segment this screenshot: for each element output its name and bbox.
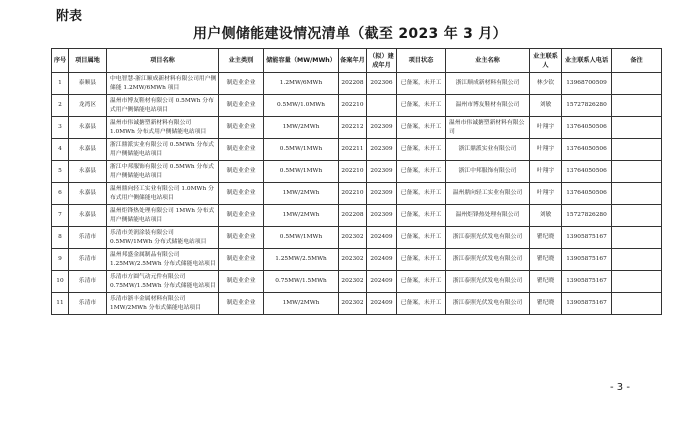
cell-status: 已备案，未开工 (397, 227, 446, 249)
cell-note (612, 293, 662, 315)
cell-note (612, 271, 662, 293)
cell-contact: 叶翔宇 (530, 161, 562, 183)
cell-built-date: 202309 (367, 205, 397, 227)
cell-region: 乐清市 (69, 227, 107, 249)
cell-phone: 13764050506 (562, 183, 612, 205)
cell-built-date: 202409 (367, 271, 397, 293)
cell-project-name: 温州炬锋热处理有限公司 1MWh 分布式用户侧储能电站项目 (107, 205, 219, 227)
table-row (52, 183, 662, 205)
header-note: 备注 (612, 49, 662, 73)
cell-built-date: 202306 (367, 73, 397, 95)
cell-region: 乐清市 (69, 249, 107, 271)
cell-status: 已备案，未开工 (397, 161, 446, 183)
cell-filed-date: 202302 (339, 249, 367, 271)
table-row (52, 95, 662, 117)
cell-owner-name: 温州市伟诚搪塑新材料有限公司 (446, 117, 530, 139)
cell-region: 龙湾区 (69, 95, 107, 117)
cell-filed-date: 202211 (339, 139, 367, 161)
cell-note (612, 183, 662, 205)
cell-status: 已备案，未开工 (397, 95, 446, 117)
cell-contact: 刘敏 (530, 205, 562, 227)
header-owner-name: 业主名称 (446, 49, 530, 73)
cell-owner-type: 制造业企业 (219, 73, 264, 95)
table-row (52, 161, 662, 183)
attachment-label: 附表 (56, 9, 83, 24)
cell-phone: 13905875167 (562, 249, 612, 271)
cell-owner-type: 制造业企业 (219, 271, 264, 293)
cell-built-date: 202409 (367, 227, 397, 249)
cell-owner-type: 制造业企业 (219, 161, 264, 183)
cell-project-name: 乐清市方圆气动元件有限公司 0.75MW/1.5MWh 分布式储能电站项目 (107, 271, 219, 293)
cell-owner-type: 制造业企业 (219, 95, 264, 117)
cell-owner-type: 制造业企业 (219, 183, 264, 205)
cell-no: 11 (52, 293, 69, 315)
cell-capacity: 0.5MW/1MWh (264, 161, 339, 183)
cell-no: 1 (52, 73, 69, 95)
cell-filed-date: 202302 (339, 293, 367, 315)
cell-built-date: 202309 (367, 117, 397, 139)
cell-filed-date: 202210 (339, 161, 367, 183)
cell-filed-date: 202208 (339, 205, 367, 227)
cell-region: 永嘉县 (69, 117, 107, 139)
cell-project-name: 温州鼎向轻工实业有限公司 1.0MWh 分布式用户侧储能电站项目 (107, 183, 219, 205)
cell-project-name: 中电智慧-浙江顺成新材料有限公司用户侧储能 1.2MW/6MWh 项目 (107, 73, 219, 95)
cell-status: 已备案，未开工 (397, 117, 446, 139)
cell-capacity: 0.75MW/1.5MWh (264, 271, 339, 293)
cell-project-name: 乐清市浙丰金属材料有限公司 1MW/2MWh 分布式储能电站项目 (107, 293, 219, 315)
cell-capacity: 1MW/2MWh (264, 205, 339, 227)
cell-region: 永嘉县 (69, 205, 107, 227)
cell-no: 5 (52, 161, 69, 183)
table-row (52, 139, 662, 161)
cell-note (612, 95, 662, 117)
cell-filed-date: 202210 (339, 183, 367, 205)
cell-capacity: 0.5MW/1MWh (264, 139, 339, 161)
cell-region: 永嘉县 (69, 183, 107, 205)
cell-owner-type: 制造业企业 (219, 249, 264, 271)
cell-filed-date: 202302 (339, 227, 367, 249)
cell-phone: 13905875167 (562, 271, 612, 293)
cell-built-date: 202409 (367, 293, 397, 315)
cell-project-name: 浙江鼎派实业有限公司 0.5MWh 分布式用户侧储能电站项目 (107, 139, 219, 161)
cell-capacity: 1MW/2MWh (264, 117, 339, 139)
cell-no: 10 (52, 271, 69, 293)
cell-phone: 13764050506 (562, 117, 612, 139)
cell-built-date: 202409 (367, 249, 397, 271)
cell-no: 9 (52, 249, 69, 271)
cell-region: 泰顺县 (69, 73, 107, 95)
cell-built-date: 202309 (367, 183, 397, 205)
document-title: 用户侧储能建设情况清单（截至 2023 年 3 月） (192, 26, 507, 42)
cell-owner-name: 浙江顺成新材料有限公司 (446, 73, 530, 95)
cell-filed-date: 202208 (339, 73, 367, 95)
cell-owner-type: 制造业企业 (219, 293, 264, 315)
cell-contact: 瞿纪晓 (530, 271, 562, 293)
cell-owner-type: 制造业企业 (219, 139, 264, 161)
cell-no: 2 (52, 95, 69, 117)
cell-owner-name: 浙江泰照光伏发电有限公司 (446, 271, 530, 293)
cell-capacity: 1MW/2MWh (264, 293, 339, 315)
cell-no: 3 (52, 117, 69, 139)
cell-no: 8 (52, 227, 69, 249)
cell-filed-date: 202210 (339, 95, 367, 117)
header-no: 序号 (52, 49, 69, 73)
cell-project-name: 浙江中邦服饰有限公司 0.5MWh 分布式用户侧储能电站项目 (107, 161, 219, 183)
cell-contact: 叶翔宇 (530, 117, 562, 139)
cell-built-date: 202309 (367, 139, 397, 161)
cell-capacity: 1.2MW/6MWh (264, 73, 339, 95)
cell-status: 已备案，未开工 (397, 249, 446, 271)
cell-owner-name: 浙江泰照光伏发电有限公司 (446, 249, 530, 271)
cell-note (612, 227, 662, 249)
header-filed-date: 备案年月 (339, 49, 367, 73)
header-contact: 业主联系人 (530, 49, 562, 73)
cell-project-name: 温州邦盛金属制品有限公司 1.25MW/2.5MWh 分布式储能电站项目 (107, 249, 219, 271)
cell-region: 永嘉县 (69, 139, 107, 161)
cell-capacity: 1.25MW/2.5MWh (264, 249, 339, 271)
storage-project-table (51, 48, 662, 315)
header-built-date: （拟）建成年月 (367, 49, 397, 73)
cell-contact: 刘敏 (530, 95, 562, 117)
cell-no: 7 (52, 205, 69, 227)
cell-note (612, 205, 662, 227)
cell-owner-name: 浙江泰照光伏发电有限公司 (446, 293, 530, 315)
header-status: 项目状态 (397, 49, 446, 73)
cell-owner-type: 制造业企业 (219, 227, 264, 249)
cell-status: 已备案，未开工 (397, 73, 446, 95)
cell-project-name: 温州市伟诚搪塑新材料有限公司 1.0MWh 分布式用户侧储能电站项目 (107, 117, 219, 139)
table-row (52, 249, 662, 271)
header-region: 项目属地 (69, 49, 107, 73)
cell-phone: 15727826280 (562, 205, 612, 227)
cell-owner-name: 浙江鼎派实业有限公司 (446, 139, 530, 161)
cell-built-date: 202309 (367, 161, 397, 183)
cell-capacity: 1MW/2MWh (264, 183, 339, 205)
cell-no: 6 (52, 183, 69, 205)
cell-project-name: 乐清市美润涂装有限公司 0.5MW/1MWh 分布式储能电站项目 (107, 227, 219, 249)
cell-owner-type: 制造业企业 (219, 117, 264, 139)
table-header-row (52, 49, 662, 73)
cell-capacity: 0.5MW/1MWh (264, 227, 339, 249)
cell-project-name: 温州市博友鞋材有限公司 0.5MWh 分布式用户侧储能电站项目 (107, 95, 219, 117)
cell-owner-name: 浙江中邦服饰有限公司 (446, 161, 530, 183)
cell-status: 已备案，未开工 (397, 183, 446, 205)
cell-phone: 15727826280 (562, 95, 612, 117)
cell-contact: 林少钦 (530, 73, 562, 95)
cell-built-date (367, 95, 397, 117)
cell-note (612, 139, 662, 161)
cell-status: 已备案，未开工 (397, 293, 446, 315)
cell-note (612, 73, 662, 95)
cell-owner-name: 温州市博友鞋材有限公司 (446, 95, 530, 117)
table-row (52, 205, 662, 227)
header-project-name: 项目名称 (107, 49, 219, 73)
cell-phone: 13764050506 (562, 161, 612, 183)
cell-capacity: 0.5MW/1.0MWh (264, 95, 339, 117)
cell-owner-type: 制造业企业 (219, 205, 264, 227)
cell-region: 乐清市 (69, 271, 107, 293)
header-phone: 业主联系人电话 (562, 49, 612, 73)
cell-filed-date: 202212 (339, 117, 367, 139)
table-row (52, 293, 662, 315)
cell-contact: 瞿纪晓 (530, 249, 562, 271)
cell-phone: 13905875167 (562, 293, 612, 315)
cell-contact: 叶翔宇 (530, 183, 562, 205)
cell-owner-name: 温州鼎向轻工实业有限公司 (446, 183, 530, 205)
cell-phone: 13764050506 (562, 139, 612, 161)
cell-no: 4 (52, 139, 69, 161)
table-row (52, 117, 662, 139)
cell-owner-name: 浙江泰照光伏发电有限公司 (446, 227, 530, 249)
cell-note (612, 161, 662, 183)
cell-note (612, 249, 662, 271)
cell-status: 已备案，未开工 (397, 271, 446, 293)
cell-owner-name: 温州炬锋热处理有限公司 (446, 205, 530, 227)
cell-filed-date: 202302 (339, 271, 367, 293)
header-owner-type: 业主类别 (219, 49, 264, 73)
table-row (52, 271, 662, 293)
header-capacity: 储能容量（MW/MWh） (264, 49, 339, 73)
cell-contact: 瞿纪晓 (530, 227, 562, 249)
table-row (52, 73, 662, 95)
cell-region: 永嘉县 (69, 161, 107, 183)
cell-note (612, 117, 662, 139)
cell-status: 已备案，未开工 (397, 139, 446, 161)
cell-contact: 瞿纪晓 (530, 293, 562, 315)
cell-phone: 13905875167 (562, 227, 612, 249)
cell-region: 乐清市 (69, 293, 107, 315)
table-row (52, 227, 662, 249)
cell-contact: 叶翔宇 (530, 139, 562, 161)
cell-status: 已备案，未开工 (397, 205, 446, 227)
page-number: - 3 - (610, 382, 630, 393)
cell-phone: 13968700509 (562, 73, 612, 95)
